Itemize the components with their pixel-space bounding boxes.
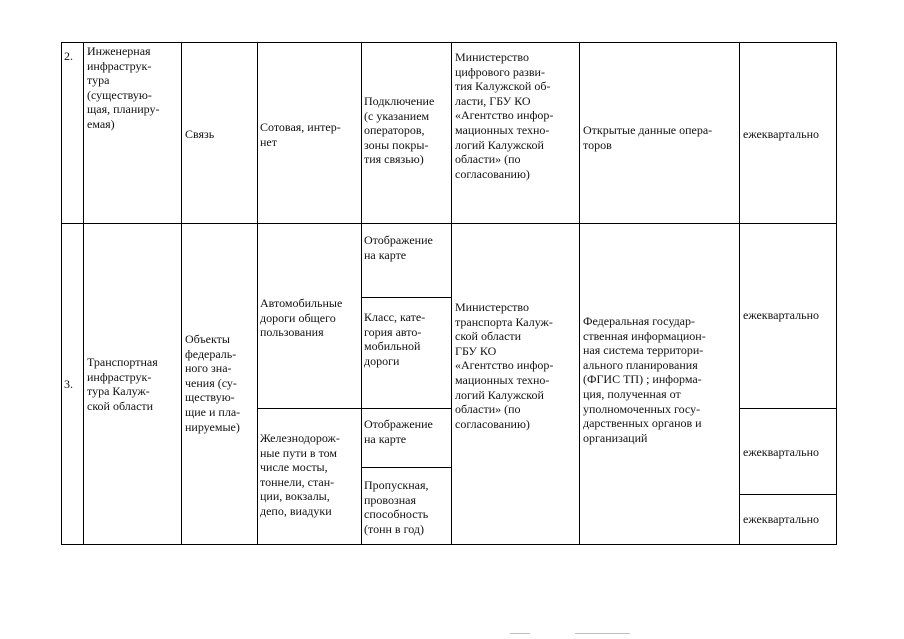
col-border-2 — [181, 42, 182, 545]
table-border-top — [61, 42, 837, 43]
col-border-5 — [451, 42, 452, 545]
col-border-4 — [361, 42, 362, 545]
attribute-road-class: Класс, кате- гория авто- мобильной дороги — [364, 310, 426, 368]
attribute-map-2: Отображение на карте — [364, 417, 433, 446]
responsible-org: Министерство цифрового разви- тия Калужской об- ласти, ГБУ КО «Агентство инфор- мационных техно- логий Калужской области» (по согласованию) — [455, 50, 554, 181]
sub-divider-attr-1 — [361, 297, 452, 298]
col-border-right — [836, 42, 837, 545]
data-source: Открытые данные опера- торов — [583, 123, 713, 152]
data-source: Федеральная государ- ственная информацион- ная система территори- ального планирования (ФГИС ТП) ; информа- ция, полученная от уполномоченных госу- дарственных органов и организаций — [583, 314, 706, 445]
col-border-1 — [83, 42, 84, 545]
section-name: Инженерная инфраструк- тура (существую- щая, планиру- емая) — [87, 44, 160, 131]
object-name-rail: Железнодорож- ные пути в том числе мосты, тоннели, стан- ции, вокзалы, депо, виадуки — [260, 431, 340, 518]
update-frequency-1: ежеквартально — [743, 308, 819, 322]
sub-divider-attr-2 — [361, 408, 452, 409]
scan-artifact — [510, 633, 530, 634]
row-number: 3. — [64, 377, 73, 391]
row-divider-2-3 — [61, 223, 837, 224]
update-frequency-2: ежеквартально — [743, 445, 819, 459]
col-border-6 — [579, 42, 580, 545]
object-name: Сотовая, интер- нет — [260, 120, 341, 149]
sub-divider-object — [257, 408, 361, 409]
table-border-bottom — [61, 544, 837, 545]
object-name-roads: Автомобильные дороги общего пользования — [260, 296, 343, 340]
sub-divider-attr-3 — [361, 467, 452, 468]
col-border-3 — [257, 42, 258, 545]
category-name: Связь — [185, 127, 215, 141]
sub-divider-freq-1 — [739, 408, 837, 409]
scan-artifact — [575, 633, 630, 634]
update-frequency-3: ежеквартально — [743, 512, 819, 526]
update-frequency: ежеквартально — [743, 127, 819, 141]
responsible-org: Министерство транспорта Калуж- ской области ГБУ КО «Агентство инфор- мационных техно- логий Калужской области» (по согласованию) — [455, 300, 554, 431]
attribute-capacity: Пропускная, провозная способность (тонн в год) — [364, 478, 429, 536]
attribute-text: Подключение (с указанием операторов, зоны покры- тия связью) — [364, 94, 435, 167]
section-name: Транспортная инфраструк- тура Калуж- ской области — [87, 355, 158, 413]
col-border-7 — [739, 42, 740, 545]
sub-divider-freq-2 — [739, 494, 837, 495]
category-name: Объекты федераль- ного зна- чения (су- ществую- щие и пла- нируемые) — [185, 332, 241, 434]
col-border-left — [61, 42, 62, 545]
row-number: 2. — [64, 49, 73, 63]
attribute-map-1: Отображение на карте — [364, 233, 433, 262]
